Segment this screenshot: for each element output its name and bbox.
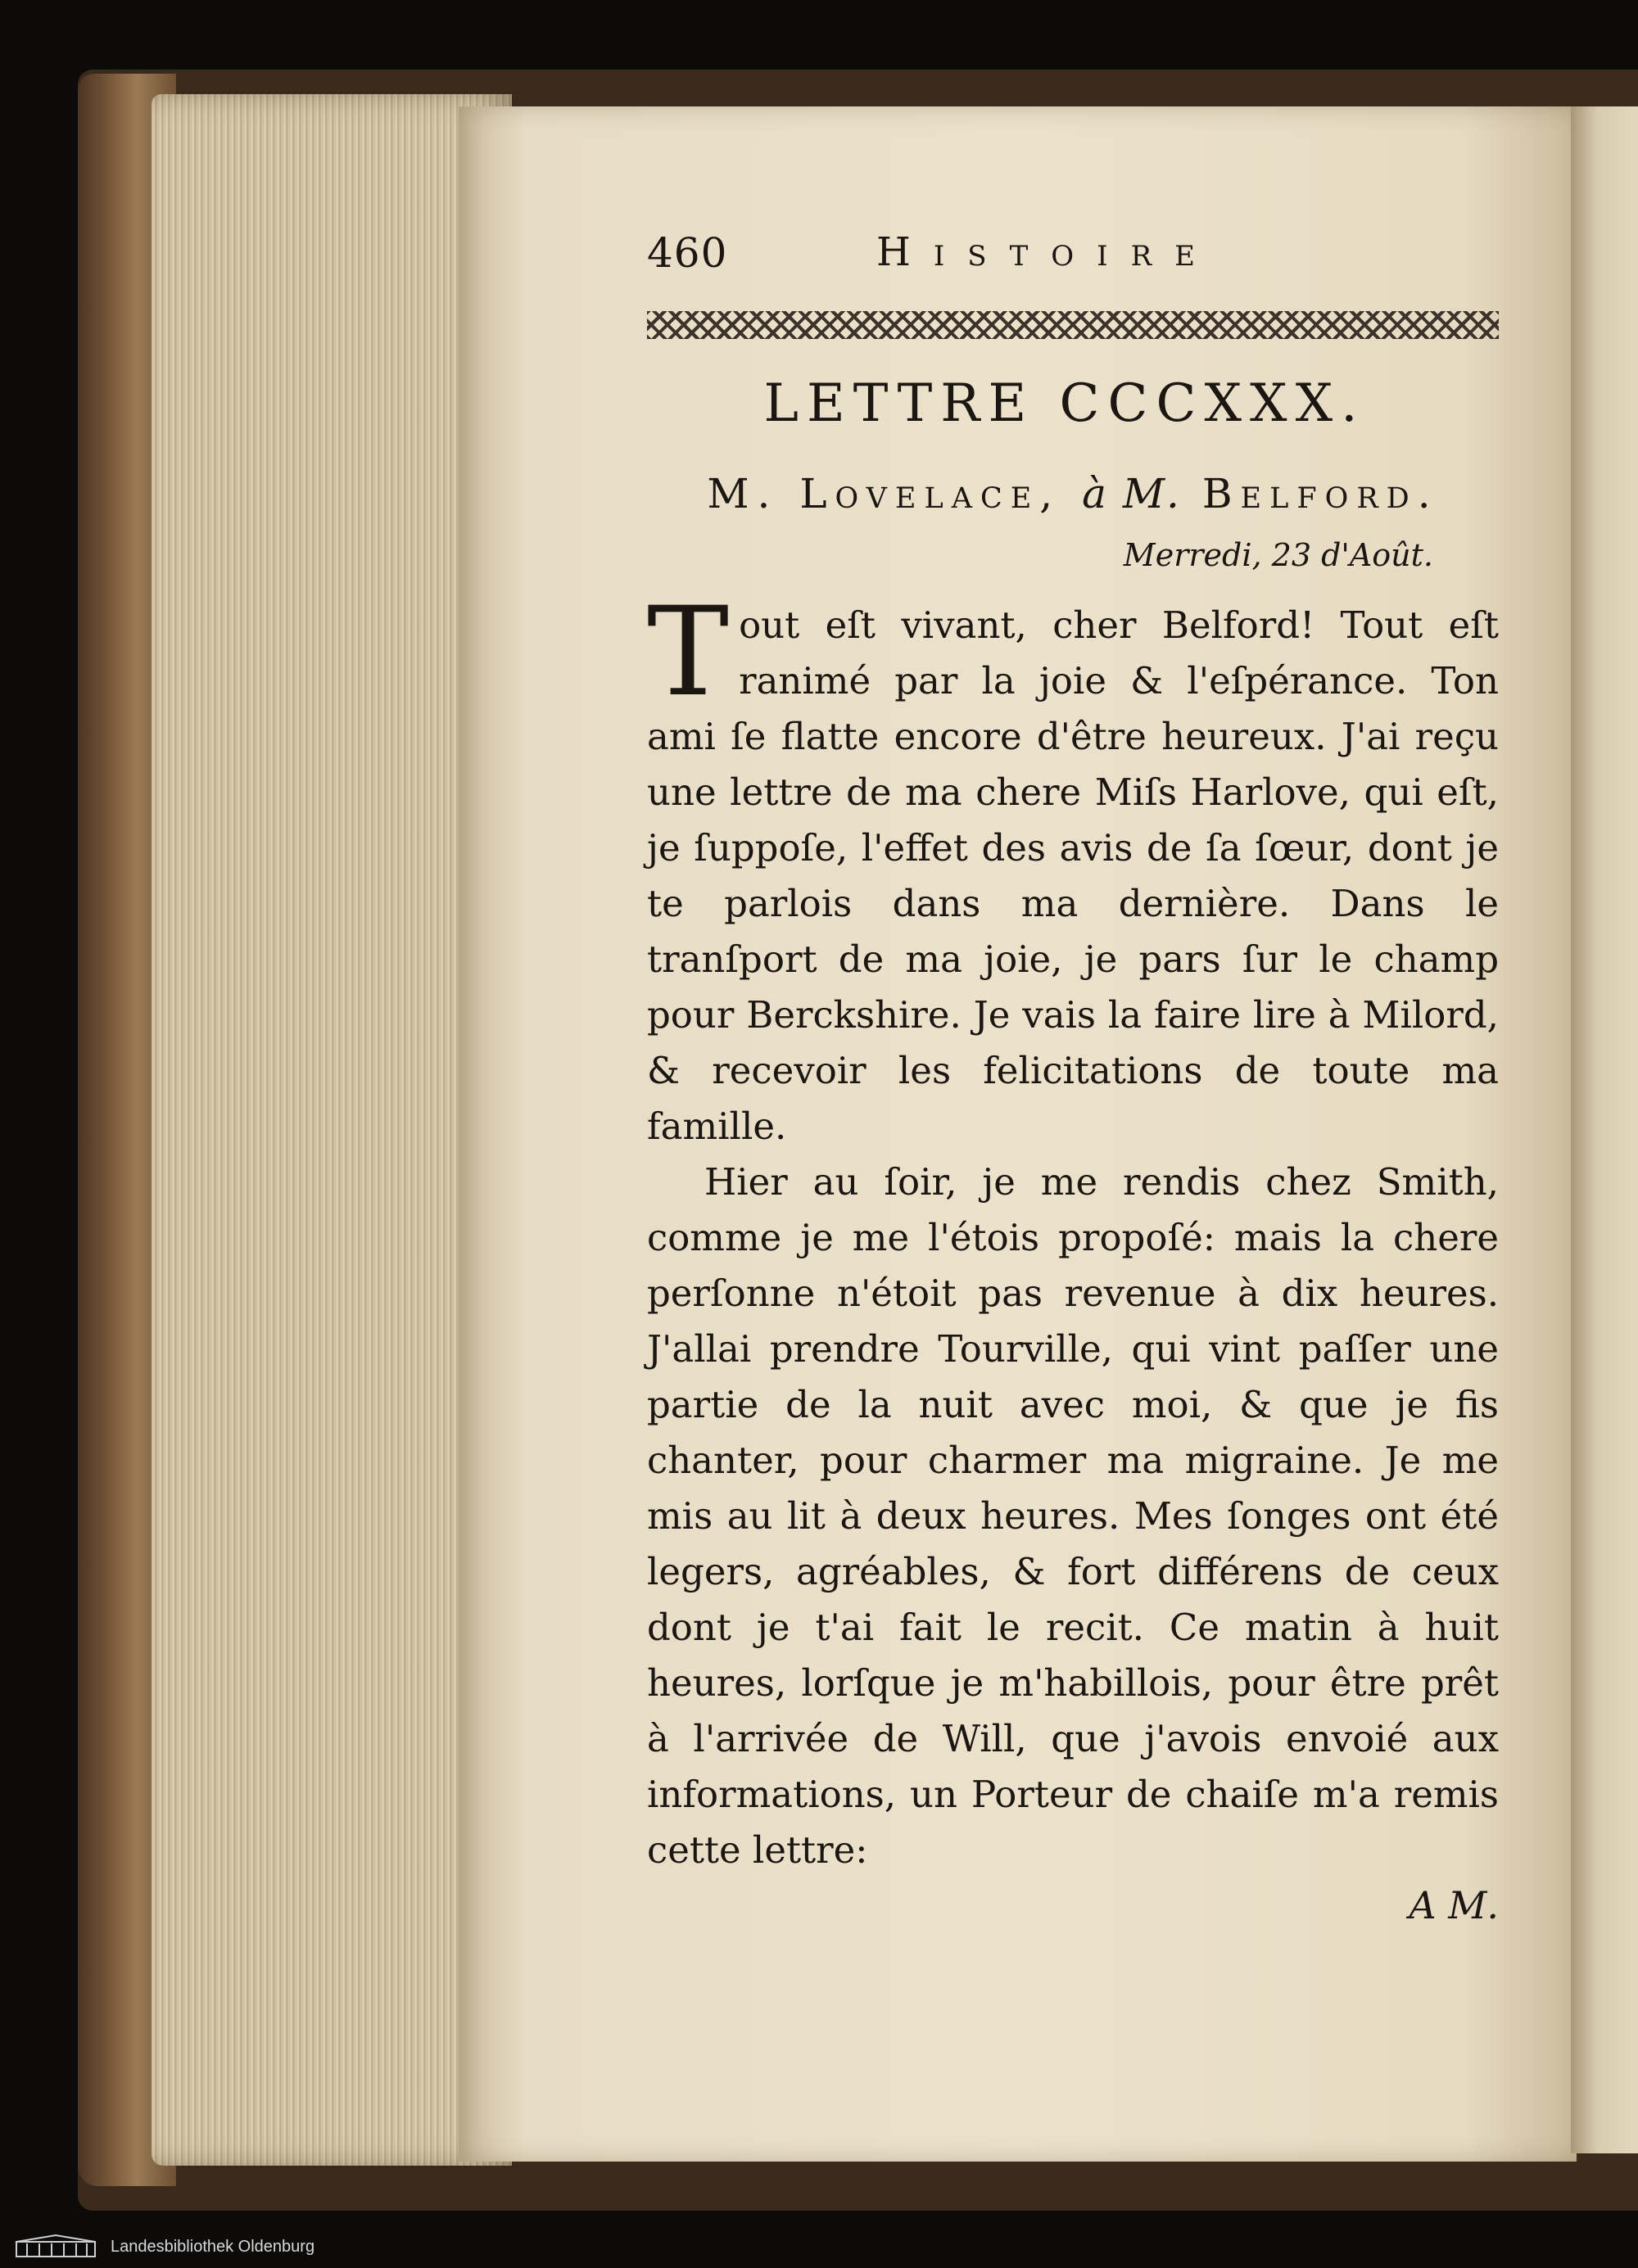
library-building-icon xyxy=(15,2234,97,2258)
library-name: Landesbibliothek Oldenburg xyxy=(111,2238,315,2256)
page-stack-edges xyxy=(152,94,512,2166)
correspondents-line xyxy=(647,470,1499,517)
to-marker: à M. xyxy=(1082,470,1181,517)
running-title: Histoire xyxy=(876,229,1218,275)
facing-page-edge xyxy=(1571,106,1638,2153)
page-number: 460 xyxy=(647,229,728,277)
ornament-rule xyxy=(647,311,1499,339)
letter-title: LETTRE CCCXXX. xyxy=(763,373,1366,434)
dateline: Merredi, 23 d'Août. xyxy=(1123,537,1433,573)
page-content xyxy=(647,229,1499,1927)
paragraph xyxy=(647,1154,1499,1878)
catchword: A M. xyxy=(1409,1883,1499,1927)
letter-body xyxy=(647,581,1499,1878)
paragraph-2-text: Hier au ſoir, je me rendis chez Smith, comme je me l'étois propoſé: mais la chere perſonne n'étoit pas revenue à dix heures. J'allai prendre Tourville, qui vint paſſer une partie de la nuit avec moi, & que je fis chanter, pour charmer ma migraine. Je me mis au lit à deux heures. Mes ſonges ont été legers, agréables, & fort différens de ceux dont je t'ai fait le recit. Ce matin à huit heures, lorſque je m'habillois, pour être prêt à l'arrivée de Will, que j'avois envoié aux informations, un Porteur de chaiſe m'a remis cette lettre: xyxy=(647,1160,1499,1872)
paragraph xyxy=(647,581,1499,1154)
sender-name: M. Lovelace, xyxy=(707,470,1061,517)
running-head xyxy=(647,229,1499,287)
paragraph-1-text: out eſt vivant, cher Belford! Tout eſt ranimé par la joie & l'eſpérance. Ton ami ſe flatte encore d'être heureux. J'ai reçu une lettre de ma chere Miſs Harlove, qui eſt, je ſuppoſe, l'effet des avis de ſa ſœur, dont je te parlois dans ma dernière. Dans le tranſport de ma joie, je pars ſur le champ pour Berckshire. Je vais la faire lire à Milord, & recevoir les felicitations de toute ma famille. xyxy=(647,603,1499,1148)
recipient-name: Belford. xyxy=(1201,470,1439,517)
drop-cap: T xyxy=(647,581,730,724)
